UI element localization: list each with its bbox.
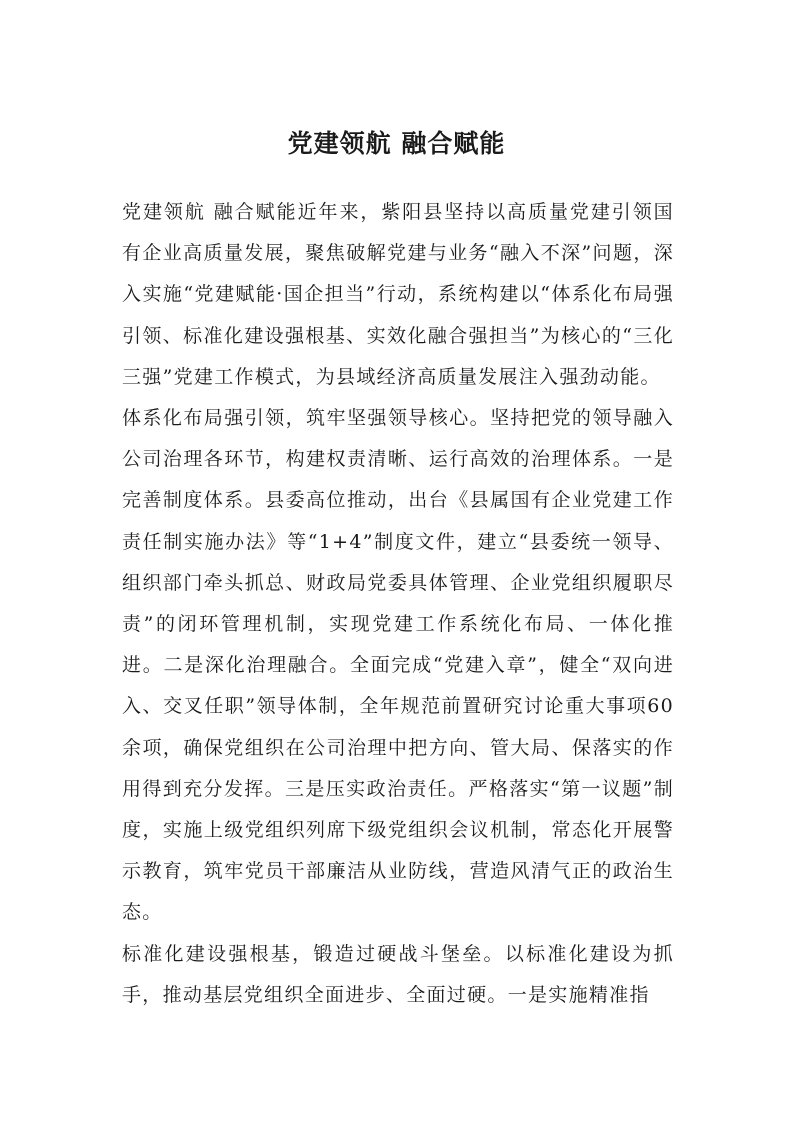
document-title: 党建领航 融合赋能 (287, 129, 506, 158)
paragraph-intro: 党建领航 融合赋能近年来，紫阳县坚持以高质量党建引领国有企业高质量发展，聚焦破解党建与业务“融入不深”问题，深入实施“党建赋能·国企担当”行动，系统构建以“体系化布局强引领、标准化建设强根基、实效化融合强担当”为核心的“三化三强”党建工作模式，为县域经济高质量发展注入强劲动能。 (122, 201, 674, 388)
paragraph-standardization: 标准化建设强根基，锻造过硬战斗堡垒。以标准化建设为抓手，推动基层党组织全面进步、全面过硬。一是实施精准指 (122, 942, 674, 1006)
paragraph-system-layout: 体系化布局强引领，筑牢坚强领导核心。坚持把党的领导融入公司治理各环节，构建权责清晰、运行高效的治理体系。一是完善制度体系。县委高位推动，出台《县属国有企业党建工作责任制实施办法》等“1+4”制度文件，建立“县委统一领导、组织部门牵头抓总、财政局党委具体管理、企业党组织履职尽责”的闭环管理机制，实现党建工作系统化布局、一体化推进。二是深化治理融合。全面完成“党建入章”，健全“双向进入、交叉任职”领导体制，全年规范前置研究讨论重大事项60余项，确保党组织在公司治理中把方向、管大局、保落实的作用得到充分发挥。三是压实政治责任。严格落实“第一议题”制度，实施上级党组织列席下级党组织会议机制，常态化开展警示教育，筑牢党员干部廉洁从业防线，营造风清气正的政治生态。 (122, 407, 674, 924)
document-body (122, 192, 674, 1016)
